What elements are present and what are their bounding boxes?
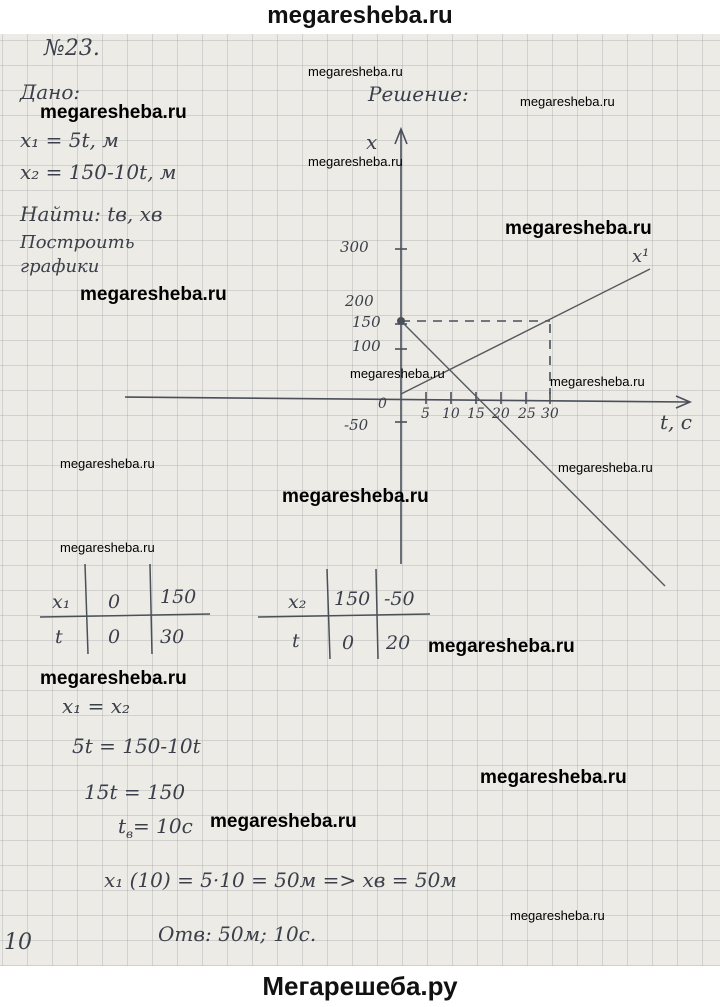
table1-cell: 150 <box>160 586 197 608</box>
problem-number: №23. <box>44 36 100 61</box>
watermark: megaresheba.ru <box>350 366 445 381</box>
notebook-page <box>0 34 720 966</box>
given-x1: x₁ = 5t, м <box>20 128 119 152</box>
y-tick-150: 150 <box>352 313 381 331</box>
x-tick-20: 20 <box>492 406 510 422</box>
watermark: megaresheba.ru <box>80 284 227 305</box>
watermark: megaresheba.ru <box>505 218 652 239</box>
table2-header-t: t <box>292 630 300 652</box>
table2-cell: -50 <box>384 588 415 610</box>
x-axis-label: t, c <box>660 410 692 434</box>
y-tick-neg50: -50 <box>344 416 369 434</box>
table1-cell: 30 <box>160 626 185 648</box>
watermark: megaresheba.ru <box>60 456 155 471</box>
watermark: megaresheba.ru <box>428 636 575 657</box>
x-tick-15: 15 <box>467 406 485 422</box>
x-tick-30: 30 <box>541 406 559 422</box>
work-eq5: x₁ (10) = 5·10 = 50м => xв = 50м <box>104 868 457 892</box>
site-footer: Мегарешеба.ру <box>0 966 720 1007</box>
watermark: megaresheba.ru <box>510 908 605 923</box>
table1-cell: 0 <box>108 591 121 613</box>
table2-header-x2: x₂ <box>288 591 307 613</box>
work-eq4-sub: в <box>126 827 134 841</box>
table2-cell: 0 <box>342 632 355 654</box>
work-eq1: x₁ = x₂ <box>62 694 131 718</box>
watermark: megaresheba.ru <box>558 460 653 475</box>
watermark: megaresheba.ru <box>550 374 645 389</box>
find-line: Найти: tв, xв <box>20 202 163 226</box>
x-tick-0: 0 <box>378 396 387 412</box>
watermark: megaresheba.ru <box>520 94 615 109</box>
y-tick-300: 300 <box>340 238 369 256</box>
watermark: megaresheba.ru <box>282 486 429 507</box>
watermark: megaresheba.ru <box>60 540 155 555</box>
watermark: megaresheba.ru <box>40 668 187 689</box>
answer-line: Отв: 50м; 10с. <box>158 922 317 946</box>
table1-header-t: t <box>55 626 63 648</box>
table2-cell: 20 <box>386 632 411 654</box>
table2-cell: 150 <box>334 588 371 610</box>
watermark: megaresheba.ru <box>480 767 627 788</box>
site-header: megaresheba.ru <box>0 0 720 34</box>
watermark: megaresheba.ru <box>308 64 403 79</box>
work-eq3: 15t = 150 <box>84 780 186 804</box>
work-eq4-t: t <box>118 814 127 838</box>
build-line-1: Построить <box>20 232 135 253</box>
x-tick-5: 5 <box>421 406 430 422</box>
given-title: Дано: <box>20 80 81 104</box>
watermark: megaresheba.ru <box>40 102 187 123</box>
work-eq2: 5t = 150-10t <box>72 734 201 758</box>
y-tick-100: 100 <box>352 337 381 355</box>
y-tick-200: 200 <box>345 292 374 310</box>
table1-cell: 0 <box>108 626 121 648</box>
given-x2: x₂ = 150-10t, м <box>20 160 177 184</box>
x-tick-25: 25 <box>518 406 536 422</box>
page-number: 10 <box>4 930 32 955</box>
watermark: megaresheba.ru <box>308 154 403 169</box>
work-eq4-rhs: = 10c <box>133 814 193 838</box>
work-eq4 <box>118 814 193 841</box>
y-axis-label: x <box>366 130 378 154</box>
x-tick-10: 10 <box>442 406 460 422</box>
table1-header-x1: x₁ <box>52 591 71 613</box>
watermark: megaresheba.ru <box>210 811 357 832</box>
line-x1-label: x¹ <box>632 246 650 267</box>
build-line-2: графики <box>20 256 100 277</box>
solution-title: Решение: <box>368 82 469 106</box>
